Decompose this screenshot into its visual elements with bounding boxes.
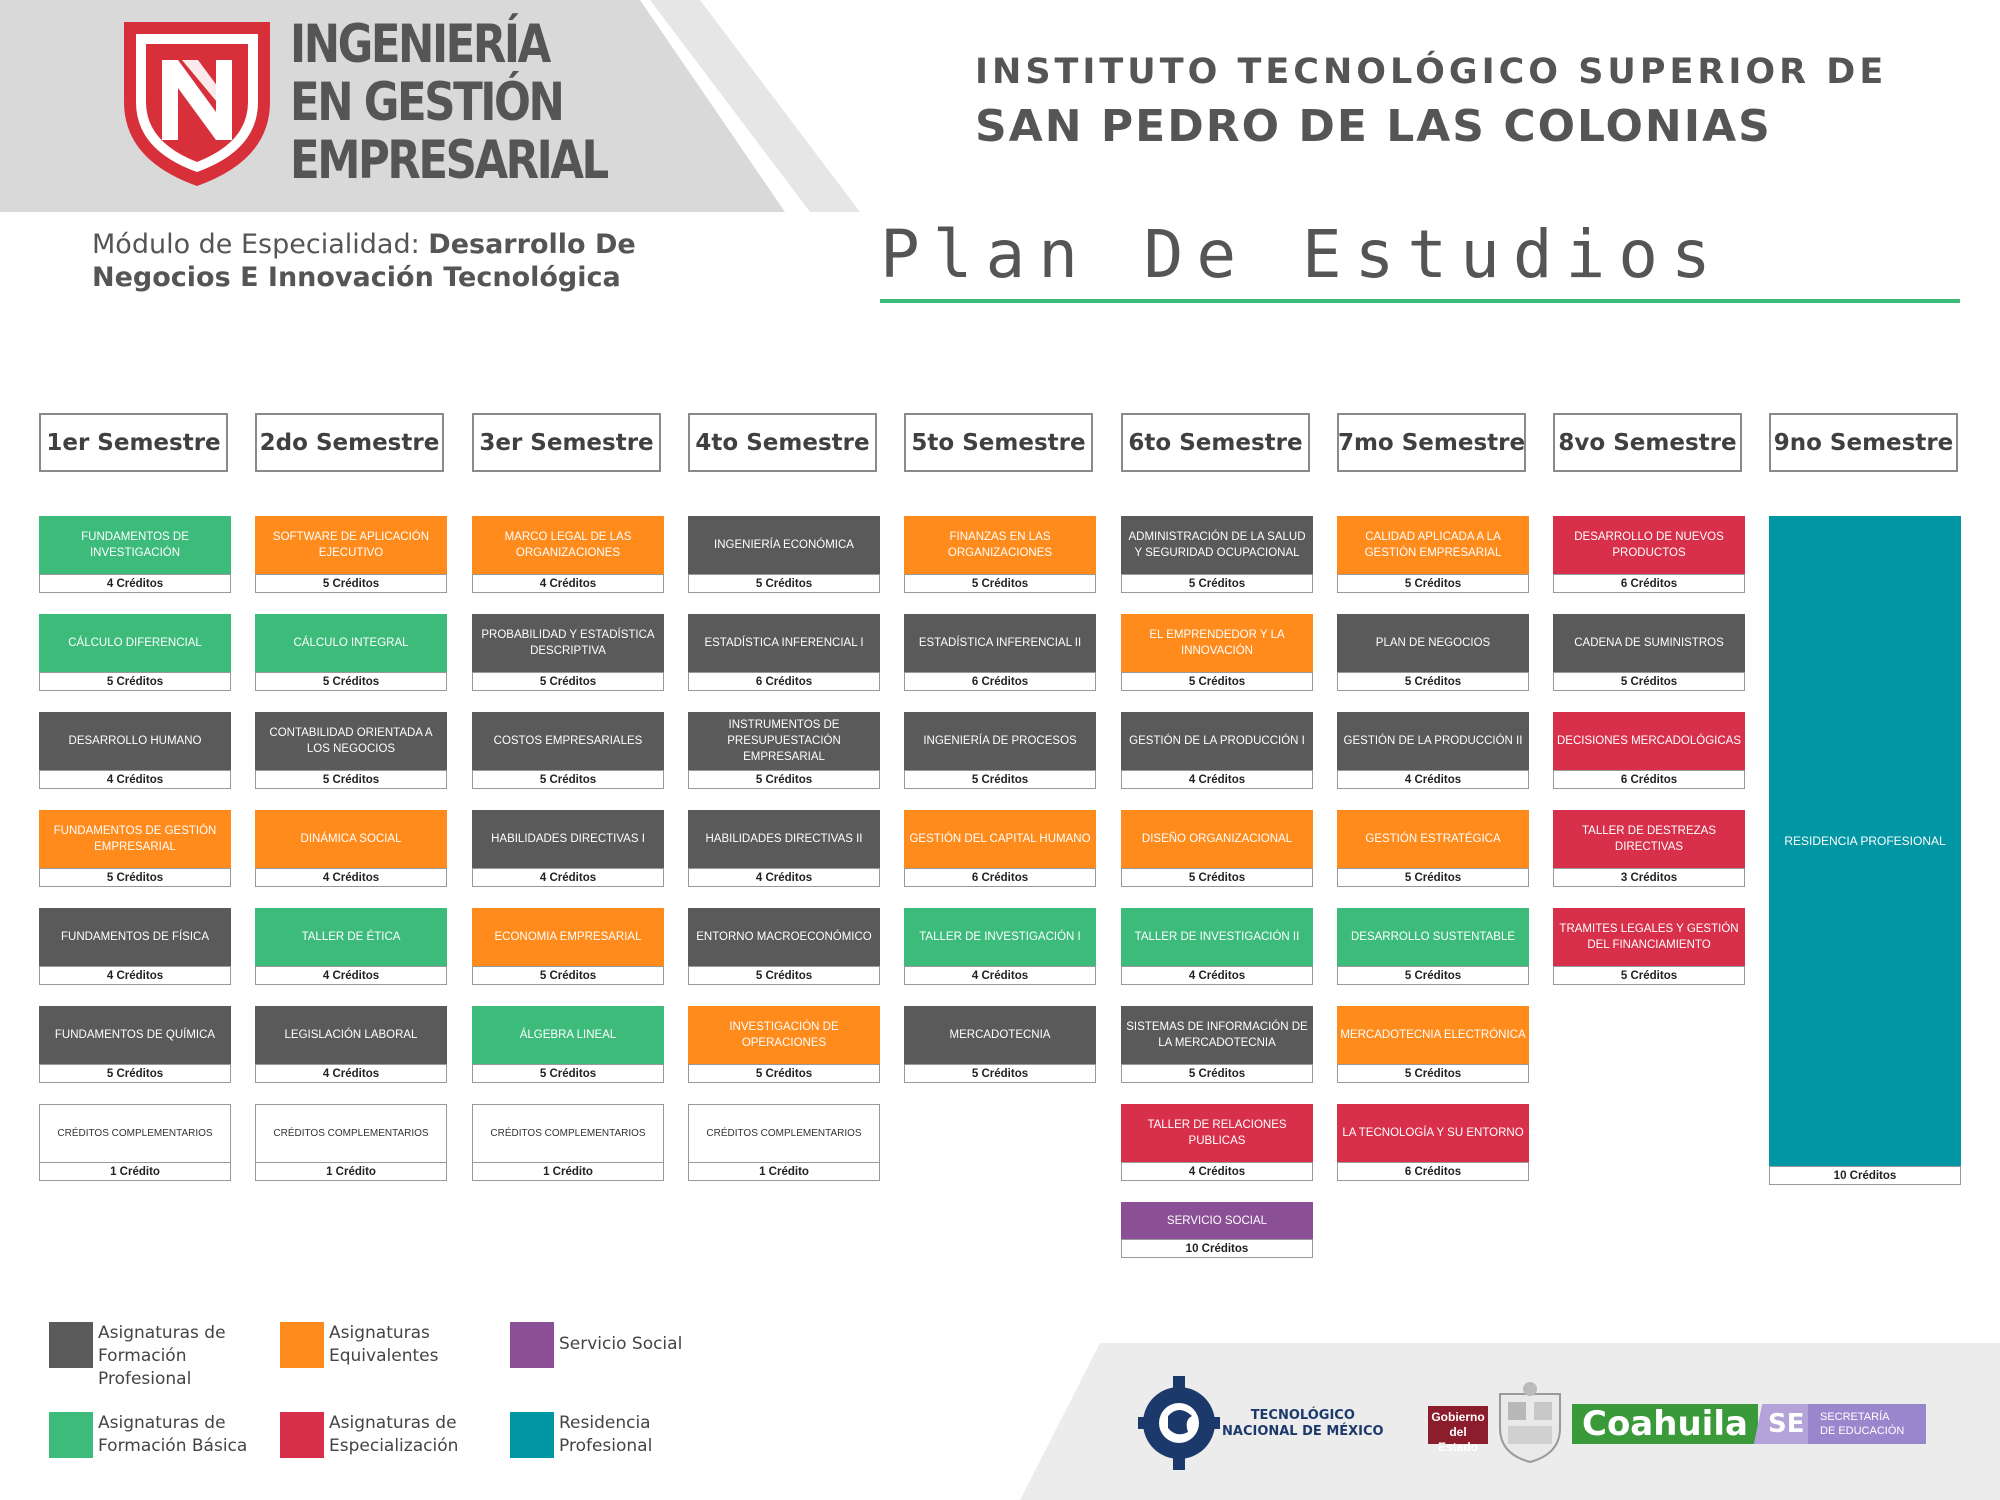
course-credits: 5 Créditos <box>688 574 880 593</box>
course-credits: 4 Créditos <box>472 574 664 593</box>
course-credits: 4 Créditos <box>1121 770 1313 789</box>
legend-label: Residencia Profesional <box>559 1413 653 1456</box>
course-card <box>1337 908 1529 985</box>
legend-swatch <box>280 1322 324 1368</box>
course-card <box>1769 516 1961 1185</box>
course-card <box>1121 516 1313 593</box>
shield-logo-icon <box>122 20 272 188</box>
tecnm-line-1: TECNOLÓGICO <box>1250 1408 1355 1423</box>
course-card <box>39 1104 231 1181</box>
course-credits: 5 Créditos <box>1121 1064 1313 1083</box>
course-credits: 5 Créditos <box>904 574 1096 593</box>
course-card <box>39 1006 231 1083</box>
course-credits: 10 Créditos <box>1769 1166 1961 1185</box>
course-card <box>255 1104 447 1181</box>
course-card <box>688 1006 880 1083</box>
semester-header-8: 8vo Semestre <box>1553 413 1742 472</box>
course-name: LEGISLACIÓN LABORAL <box>255 1006 447 1064</box>
gobierno-line-1: Gobierno <box>1431 1410 1485 1424</box>
course-name: FUNDAMENTOS DE QUÍMICA <box>39 1006 231 1064</box>
course-credits: 1 Crédito <box>255 1162 447 1181</box>
course-credits: 5 Créditos <box>39 672 231 691</box>
course-name: HABILIDADES DIRECTIVAS II <box>688 810 880 868</box>
course-name: ESTADÍSTICA INFERENCIAL I <box>688 614 880 672</box>
course-name: CÁLCULO DIFERENCIAL <box>39 614 231 672</box>
course-credits: 5 Créditos <box>1553 672 1745 691</box>
legend-swatch <box>510 1412 554 1458</box>
course-name: ÁLGEBRA LINEAL <box>472 1006 664 1064</box>
course-card <box>39 614 231 691</box>
course-name: SERVICIO SOCIAL <box>1121 1202 1313 1239</box>
course-credits: 6 Créditos <box>688 672 880 691</box>
course-credits: 5 Créditos <box>1337 1064 1529 1083</box>
course-name: GESTIÓN DEL CAPITAL HUMANO <box>904 810 1096 868</box>
course-card <box>472 614 664 691</box>
course-name: INGENIERÍA ECONÓMICA <box>688 516 880 574</box>
course-name: GESTIÓN DE LA PRODUCCIÓN II <box>1337 712 1529 770</box>
course-credits: 5 Créditos <box>1121 868 1313 887</box>
course-card <box>904 1006 1096 1083</box>
course-card <box>472 712 664 789</box>
course-credits: 5 Créditos <box>472 770 664 789</box>
course-card <box>688 614 880 691</box>
course-card <box>1337 810 1529 887</box>
course-card <box>255 516 447 593</box>
course-credits: 5 Créditos <box>472 966 664 985</box>
course-name: TALLER DE ÉTICA <box>255 908 447 966</box>
course-card <box>904 810 1096 887</box>
course-card <box>39 908 231 985</box>
course-name: CADENA DE SUMINISTROS <box>1553 614 1745 672</box>
course-card <box>688 1104 880 1181</box>
tecnm-logo-text <box>1222 1408 1384 1440</box>
course-credits: 4 Créditos <box>39 574 231 593</box>
course-card <box>1121 810 1313 887</box>
course-card <box>688 516 880 593</box>
course-card <box>904 516 1096 593</box>
course-name: FINANZAS EN LAS ORGANIZACIONES <box>904 516 1096 574</box>
legend-swatch <box>510 1322 554 1368</box>
course-card <box>1121 1202 1313 1258</box>
course-card <box>1553 908 1745 985</box>
course-name: PROBABILIDAD Y ESTADÍSTICA DESCRIPTIVA <box>472 614 664 672</box>
course-card <box>255 908 447 985</box>
course-credits: 5 Créditos <box>688 1064 880 1083</box>
course-name: DISEÑO ORGANIZACIONAL <box>1121 810 1313 868</box>
se-line-2: DE EDUCACIÓN <box>1820 1425 1905 1437</box>
course-credits: 5 Créditos <box>39 868 231 887</box>
semester-header-5: 5to Semestre <box>904 413 1093 472</box>
course-card <box>39 712 231 789</box>
course-name: MERCADOTECNIA <box>904 1006 1096 1064</box>
course-credits: 4 Créditos <box>904 966 1096 985</box>
course-name: SISTEMAS DE INFORMACIÓN DE LA MERCADOTECNIA <box>1121 1006 1313 1064</box>
course-credits: 5 Créditos <box>472 1064 664 1083</box>
course-name: ENTORNO MACROECONÓMICO <box>688 908 880 966</box>
tecnm-line-2: NACIONAL DE MÉXICO <box>1222 1424 1384 1439</box>
course-name: HABILIDADES DIRECTIVAS I <box>472 810 664 868</box>
course-credits: 6 Créditos <box>1337 1162 1529 1181</box>
course-credits: 1 Crédito <box>688 1162 880 1181</box>
course-card <box>1553 614 1745 691</box>
semester-header-1: 1er Semestre <box>39 413 228 472</box>
course-credits: 10 Créditos <box>1121 1239 1313 1258</box>
course-credits: 1 Crédito <box>472 1162 664 1181</box>
course-name: SOFTWARE DE APLICACIÓN EJECUTIVO <box>255 516 447 574</box>
course-credits: 1 Crédito <box>39 1162 231 1181</box>
semester-header-7: 7mo Semestre <box>1337 413 1526 472</box>
course-credits: 4 Créditos <box>1337 770 1529 789</box>
course-name: INGENIERÍA DE PROCESOS <box>904 712 1096 770</box>
course-card <box>688 810 880 887</box>
semester-header-3: 3er Semestre <box>472 413 661 472</box>
course-name: MARCO LEGAL DE LAS ORGANIZACIONES <box>472 516 664 574</box>
course-name: GESTIÓN DE LA PRODUCCIÓN I <box>1121 712 1313 770</box>
course-credits: 4 Créditos <box>1121 966 1313 985</box>
course-credits: 5 Créditos <box>255 770 447 789</box>
course-name: TALLER DE INVESTIGACIÓN II <box>1121 908 1313 966</box>
semester-header-9: 9no Semestre <box>1769 413 1958 472</box>
course-credits: 4 Créditos <box>255 966 447 985</box>
institute-line-1: INSTITUTO TECNOLÓGICO SUPERIOR DE <box>975 52 1888 92</box>
se-secretaria-text <box>1808 1404 1926 1444</box>
semester-header-6: 6to Semestre <box>1121 413 1310 472</box>
course-credits: 5 Créditos <box>688 966 880 985</box>
course-card <box>904 614 1096 691</box>
title-underline <box>880 299 1960 303</box>
course-card <box>1553 712 1745 789</box>
legend-label: Asignaturas Equivalentes <box>329 1323 439 1366</box>
course-name: INSTRUMENTOS DE PRESUPUESTACIÓN EMPRESARIAL <box>688 712 880 770</box>
course-credits: 5 Créditos <box>255 672 447 691</box>
course-credits: 4 Créditos <box>255 1064 447 1083</box>
course-name: TALLER DE RELACIONES PUBLICAS <box>1121 1104 1313 1162</box>
institute-line-2: SAN PEDRO DE LAS COLONIAS <box>975 101 1772 152</box>
course-card <box>1337 516 1529 593</box>
course-card <box>904 712 1096 789</box>
course-credits: 5 Créditos <box>1337 868 1529 887</box>
module-name: Desarrollo De Negocios E Innovación Tecnológica <box>92 229 636 293</box>
course-name: CRÉDITOS COMPLEMENTARIOS <box>472 1104 664 1162</box>
course-credits: 5 Créditos <box>255 574 447 593</box>
course-card <box>688 908 880 985</box>
course-name: ADMINISTRACIÓN DE LA SALUD Y SEGURIDAD OCUPACIONAL <box>1121 516 1313 574</box>
legend-swatch <box>49 1322 93 1368</box>
course-name: CRÉDITOS COMPLEMENTARIOS <box>39 1104 231 1162</box>
legend-swatch <box>49 1412 93 1458</box>
course-credits: 6 Créditos <box>1553 574 1745 593</box>
course-name: FUNDAMENTOS DE FÍSICA <box>39 908 231 966</box>
semester-header-4: 4to Semestre <box>688 413 877 472</box>
course-credits: 5 Créditos <box>1337 574 1529 593</box>
course-card <box>472 1006 664 1083</box>
course-name: INVESTIGACIÓN DE OPERACIONES <box>688 1006 880 1064</box>
logo-line-2: EN GESTIÓN <box>290 72 563 133</box>
gobierno-badge <box>1428 1406 1488 1454</box>
course-credits: 5 Créditos <box>1121 574 1313 593</box>
course-credits: 5 Créditos <box>904 1064 1096 1083</box>
course-name: DESARROLLO HUMANO <box>39 712 231 770</box>
course-card <box>1121 908 1313 985</box>
course-name: TALLER DE INVESTIGACIÓN I <box>904 908 1096 966</box>
course-card <box>472 908 664 985</box>
course-name: TALLER DE DESTREZAS DIRECTIVAS <box>1553 810 1745 868</box>
course-name: FUNDAMENTOS DE INVESTIGACIÓN <box>39 516 231 574</box>
course-card <box>688 712 880 789</box>
course-name: TRAMITES LEGALES Y GESTIÓN DEL FINANCIAMIENTO <box>1553 908 1745 966</box>
course-credits: 4 Créditos <box>688 868 880 887</box>
course-name: DINÁMICA SOCIAL <box>255 810 447 868</box>
course-card <box>255 810 447 887</box>
course-credits: 5 Créditos <box>1337 672 1529 691</box>
course-name: CÁLCULO INTEGRAL <box>255 614 447 672</box>
course-name: FUNDAMENTOS DE GESTIÓN EMPRESARIAL <box>39 810 231 868</box>
course-name: CRÉDITOS COMPLEMENTARIOS <box>688 1104 880 1162</box>
legend-label: Servicio Social <box>559 1334 683 1354</box>
course-card <box>472 516 664 593</box>
logo-line-1: INGENIERÍA <box>290 14 549 75</box>
course-name: COSTOS EMPRESARIALES <box>472 712 664 770</box>
course-card <box>39 810 231 887</box>
course-card <box>1121 1006 1313 1083</box>
legend-label: Asignaturas de Formación Profesional <box>98 1323 226 1389</box>
course-credits: 4 Créditos <box>472 868 664 887</box>
course-name: CALIDAD APLICADA A LA GESTIÓN EMPRESARIAL <box>1337 516 1529 574</box>
course-credits: 5 Créditos <box>688 770 880 789</box>
course-credits: 6 Créditos <box>904 672 1096 691</box>
course-credits: 4 Créditos <box>1121 1162 1313 1181</box>
course-name: DESARROLLO SUSTENTABLE <box>1337 908 1529 966</box>
course-credits: 5 Créditos <box>39 1064 231 1083</box>
semester-header-2: 2do Semestre <box>255 413 444 472</box>
course-card <box>1121 712 1313 789</box>
course-card <box>1337 712 1529 789</box>
course-card <box>255 1006 447 1083</box>
course-credits: 5 Créditos <box>904 770 1096 789</box>
course-name: DESARROLLO DE NUEVOS PRODUCTOS <box>1553 516 1745 574</box>
course-card <box>39 516 231 593</box>
se-abbr: SE <box>1768 1409 1805 1439</box>
course-card <box>1337 614 1529 691</box>
course-credits: 6 Créditos <box>904 868 1096 887</box>
tecnm-gear-icon <box>1138 1368 1220 1478</box>
course-credits: 5 Créditos <box>1553 966 1745 985</box>
course-card <box>1337 1006 1529 1083</box>
course-name: LA TECNOLOGÍA Y SU ENTORNO <box>1337 1104 1529 1162</box>
legend-label: Asignaturas de Especialización <box>329 1413 459 1456</box>
course-credits: 3 Créditos <box>1553 868 1745 887</box>
course-credits: 5 Créditos <box>1337 966 1529 985</box>
course-card <box>1553 516 1745 593</box>
course-name: DECISIONES MERCADOLÓGICAS <box>1553 712 1745 770</box>
module-label: Módulo de Especialidad: <box>92 229 420 260</box>
program-logo-text <box>290 16 607 190</box>
course-credits: 4 Créditos <box>39 770 231 789</box>
course-name: MERCADOTECNIA ELECTRÓNICA <box>1337 1006 1529 1064</box>
course-card <box>1337 1104 1529 1181</box>
course-name: CONTABILIDAD ORIENTADA A LOS NEGOCIOS <box>255 712 447 770</box>
course-name: GESTIÓN ESTRATÉGICA <box>1337 810 1529 868</box>
course-card <box>255 614 447 691</box>
coahuila-logo: Coahuila <box>1572 1404 1758 1444</box>
gobierno-line-2: del Estado <box>1437 1425 1478 1454</box>
course-credits: 6 Créditos <box>1553 770 1745 789</box>
coat-of-arms-icon <box>1490 1380 1570 1464</box>
course-name: ECONOMIA EMPRESARIAL <box>472 908 664 966</box>
course-card <box>1121 614 1313 691</box>
course-name: CRÉDITOS COMPLEMENTARIOS <box>255 1104 447 1162</box>
course-card <box>1553 810 1745 887</box>
course-name: EL EMPRENDEDOR Y LA INNOVACIÓN <box>1121 614 1313 672</box>
legend-label: Asignaturas de Formación Básica <box>98 1413 248 1456</box>
module-specialty <box>92 228 652 294</box>
legend-swatch <box>280 1412 324 1458</box>
course-card <box>255 712 447 789</box>
course-card <box>472 1104 664 1181</box>
course-card <box>472 810 664 887</box>
course-credits: 5 Créditos <box>472 672 664 691</box>
course-name: PLAN DE NEGOCIOS <box>1337 614 1529 672</box>
course-card <box>1121 1104 1313 1181</box>
course-name: RESIDENCIA PROFESIONAL <box>1769 516 1961 1166</box>
course-credits: 4 Créditos <box>255 868 447 887</box>
logo-line-3: EMPRESARIAL <box>290 130 607 191</box>
course-name: ESTADÍSTICA INFERENCIAL II <box>904 614 1096 672</box>
se-line-1: SECRETARÍA <box>1820 1411 1890 1423</box>
course-credits: 4 Créditos <box>39 966 231 985</box>
course-card <box>904 908 1096 985</box>
plan-title: Plan De Estudios <box>880 216 1724 293</box>
course-credits: 5 Créditos <box>1121 672 1313 691</box>
